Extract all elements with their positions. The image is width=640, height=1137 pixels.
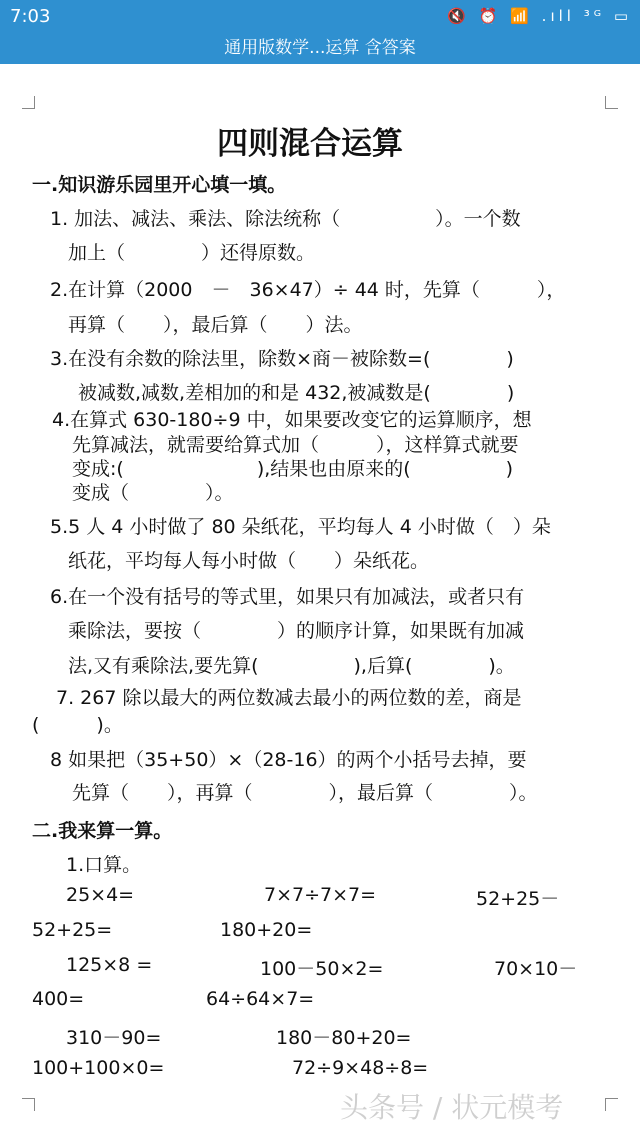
question-line: 纸花，平均每人每小时做（ ）朵纸花。 [68, 550, 430, 572]
question-line: 被减数,减数,差相加的和是 432,被减数是( ) [78, 382, 515, 404]
question-line: 6.在一个没有括号的等式里，如果只有加减法，或者只有 [50, 586, 525, 608]
calc-item: 7×7÷7×7= [264, 884, 377, 906]
question-line: 7. 267 除以最大的两位数减去最小的两位数的差，商是 [56, 687, 522, 709]
section-heading: 一.知识游乐园里开心填一填。 [32, 174, 287, 196]
page-corner-mark [22, 1098, 35, 1111]
section-heading: 二.我来算一算。 [32, 820, 173, 842]
page-corner-mark [22, 96, 35, 109]
question-line: 2.在计算（2000 － 36×47）÷ 44 时，先算（ ）， [50, 279, 566, 301]
page-corner-mark [605, 96, 618, 109]
question-line: 再算（ ），最后算（ ）法。 [68, 314, 363, 336]
question-line: 乘除法，要按（ ）的顺序计算，如果既有加减 [68, 620, 525, 642]
calc-item: 180－80+20= [276, 1027, 412, 1049]
calc-item: 64÷64×7= [206, 988, 315, 1010]
question-line: ( )。 [32, 714, 123, 736]
question-line: 先算减法，就需要给算式加（ ），这样算式就要 [72, 434, 519, 456]
calc-item: 125×8 = [66, 954, 153, 976]
question-line: 先算（ ），再算（ ），最后算（ ）。 [72, 782, 538, 804]
question-line: 变成:( ),结果也由原来的( ) [72, 458, 514, 480]
status-icons: 🔇 ⏰ 📶 .ıll ³ᴳ ▭ [447, 7, 632, 25]
calc-item: 100－50×2= [260, 958, 384, 980]
calc-item: 52+25－ [476, 888, 560, 910]
page-corner-mark [605, 1098, 618, 1111]
calc-item: 100+100×0= [32, 1057, 165, 1079]
page-title: 四则混合运算 [217, 126, 403, 162]
status-bar [0, 0, 640, 34]
question-line: 1. 加法、减法、乘法、除法统称（ ）。一个数 [50, 208, 521, 230]
question-line: 3.在没有余数的除法里，除数×商－被除数=( ) [50, 348, 514, 370]
document-title-bar[interactable] [0, 34, 640, 64]
question-line: 变成（ ）。 [72, 482, 234, 504]
question-line: 8 如果把（35+50）×（28-16）的两个小括号去掉，要 [50, 749, 527, 771]
document-title: 通用版数学...运算 含答案 [224, 38, 416, 58]
calc-item: 400= [32, 988, 85, 1010]
question-line: 法,又有乘除法,要先算( ),后算( )。 [68, 655, 515, 677]
question-line: 5.5 人 4 小时做了 80 朵纸花，平均每人 4 小时做（ ）朵 [50, 516, 551, 538]
calc-item: 70×10－ [494, 958, 578, 980]
calc-item: 52+25= [32, 919, 113, 941]
question-line: 4.在算式 630-180÷9 中，如果要改变它的运算顺序，想 [52, 409, 532, 431]
calc-item: 180+20= [220, 919, 313, 941]
subsection-heading: 1.口算。 [66, 854, 142, 876]
calc-item: 72÷9×48÷8= [292, 1057, 429, 1079]
calc-item: 25×4= [66, 884, 135, 906]
question-line: 加上（ ）还得原数。 [68, 242, 316, 264]
status-time: 7:03 [10, 6, 51, 27]
calc-item: 310－90= [66, 1027, 162, 1049]
watermark: 头条号 / 状元模考 [340, 1091, 564, 1124]
